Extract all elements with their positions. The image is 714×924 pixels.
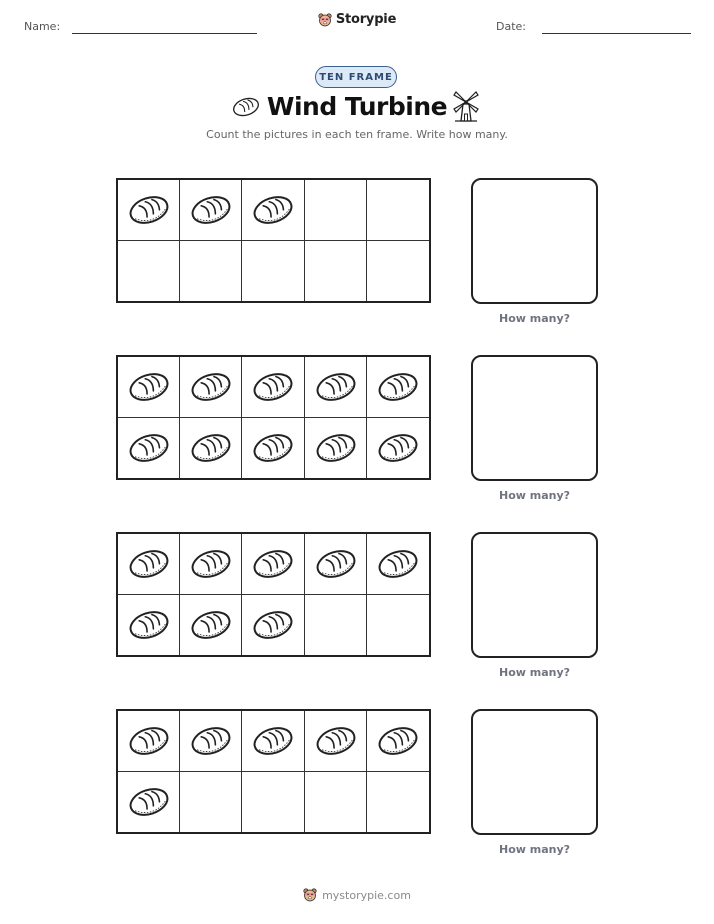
ten-frame-cell <box>180 241 242 302</box>
ten-frame-cell <box>305 534 367 595</box>
bread-icon <box>375 430 421 466</box>
ten-frame-badge: TEN FRAME <box>315 66 397 88</box>
answer-box[interactable] <box>471 709 598 835</box>
ten-frame-cell <box>367 534 429 595</box>
ten-frame-cell <box>305 595 367 656</box>
ten-frame-cell <box>180 595 242 656</box>
ten-frame-cell <box>242 418 304 479</box>
answer-box[interactable] <box>471 532 598 658</box>
brand-name: Storypie <box>335 12 397 27</box>
footer-site: mystorypie.com <box>322 888 411 902</box>
bread-icon <box>188 607 234 643</box>
ten-frame <box>116 532 431 657</box>
ten-frame-cell <box>180 180 242 241</box>
answer-box[interactable] <box>471 355 598 481</box>
ten-frame-cell <box>305 772 367 833</box>
ten-frame-cell <box>367 241 429 302</box>
name-label: Name: <box>24 20 61 33</box>
ten-frame-cell <box>118 534 180 595</box>
date-line[interactable] <box>542 33 691 34</box>
bread-icon <box>126 607 172 643</box>
how-many-label: How many? <box>498 489 571 502</box>
ten-frame-cell <box>180 418 242 479</box>
ten-frame <box>116 355 431 480</box>
how-many-label: How many? <box>498 843 571 856</box>
footer <box>0 888 714 902</box>
ten-frame-cell <box>118 241 180 302</box>
bread-icon <box>250 430 296 466</box>
bread-icon <box>250 369 296 405</box>
ten-frame-cell <box>180 534 242 595</box>
ten-frame-cell <box>367 711 429 772</box>
ten-frame-cell <box>242 595 304 656</box>
ten-frame-cell <box>367 595 429 656</box>
worksheet-title: Wind Turbine <box>266 92 448 121</box>
ten-frame-cell <box>305 180 367 241</box>
bread-icon <box>313 723 359 759</box>
ten-frame-cell <box>367 357 429 418</box>
bread-icon <box>250 607 296 643</box>
bread-icon <box>188 546 234 582</box>
ten-frame-cell <box>118 711 180 772</box>
bread-icon <box>250 546 296 582</box>
ten-frame-cell <box>180 357 242 418</box>
bear-mascot-icon <box>303 888 317 902</box>
bread-icon <box>126 192 172 228</box>
ten-frame-cell <box>305 241 367 302</box>
ten-frame-cell <box>367 180 429 241</box>
bread-icon <box>188 430 234 466</box>
bread-icon <box>313 369 359 405</box>
ten-frame-cell <box>242 772 304 833</box>
date-label: Date: <box>496 20 526 33</box>
ten-frame-cell <box>118 595 180 656</box>
bread-icon <box>188 192 234 228</box>
ten-frame-cell <box>118 418 180 479</box>
how-many-label: How many? <box>498 312 571 325</box>
windmill-icon <box>452 90 480 122</box>
bear-mascot-icon <box>318 13 332 27</box>
ten-frame-cell <box>180 772 242 833</box>
bread-icon <box>126 784 172 820</box>
ten-frame-cell <box>118 772 180 833</box>
bread-icon <box>126 430 172 466</box>
bread-icon <box>375 723 421 759</box>
name-line[interactable] <box>72 33 257 34</box>
ten-frame <box>116 178 431 303</box>
instructions: Count the pictures in each ten frame. Write how many. <box>206 128 508 141</box>
bread-icon <box>250 723 296 759</box>
ten-frame-cell <box>305 357 367 418</box>
ten-frame-cell <box>242 241 304 302</box>
brand-logo <box>0 12 714 27</box>
bread-icon <box>126 546 172 582</box>
bread-icon <box>188 369 234 405</box>
ten-frame-cell <box>180 711 242 772</box>
ten-frame-cell <box>367 772 429 833</box>
ten-frame-cell <box>242 534 304 595</box>
how-many-label: How many? <box>498 666 571 679</box>
bread-icon <box>313 546 359 582</box>
ten-frame-cell <box>305 418 367 479</box>
bread-icon <box>313 430 359 466</box>
ten-frame-cell <box>118 180 180 241</box>
ten-frame <box>116 709 431 834</box>
bread-icon <box>126 369 172 405</box>
bread-icon <box>126 723 172 759</box>
ten-frame-cell <box>242 357 304 418</box>
ten-frame-cell <box>242 711 304 772</box>
bread-icon <box>250 192 296 228</box>
ten-frame-cell <box>242 180 304 241</box>
ten-frame-cell <box>367 418 429 479</box>
bread-icon <box>375 546 421 582</box>
bread-icon <box>375 369 421 405</box>
bread-icon <box>188 723 234 759</box>
answer-box[interactable] <box>471 178 598 304</box>
ten-frame-cell <box>118 357 180 418</box>
ten-frame-cell <box>305 711 367 772</box>
